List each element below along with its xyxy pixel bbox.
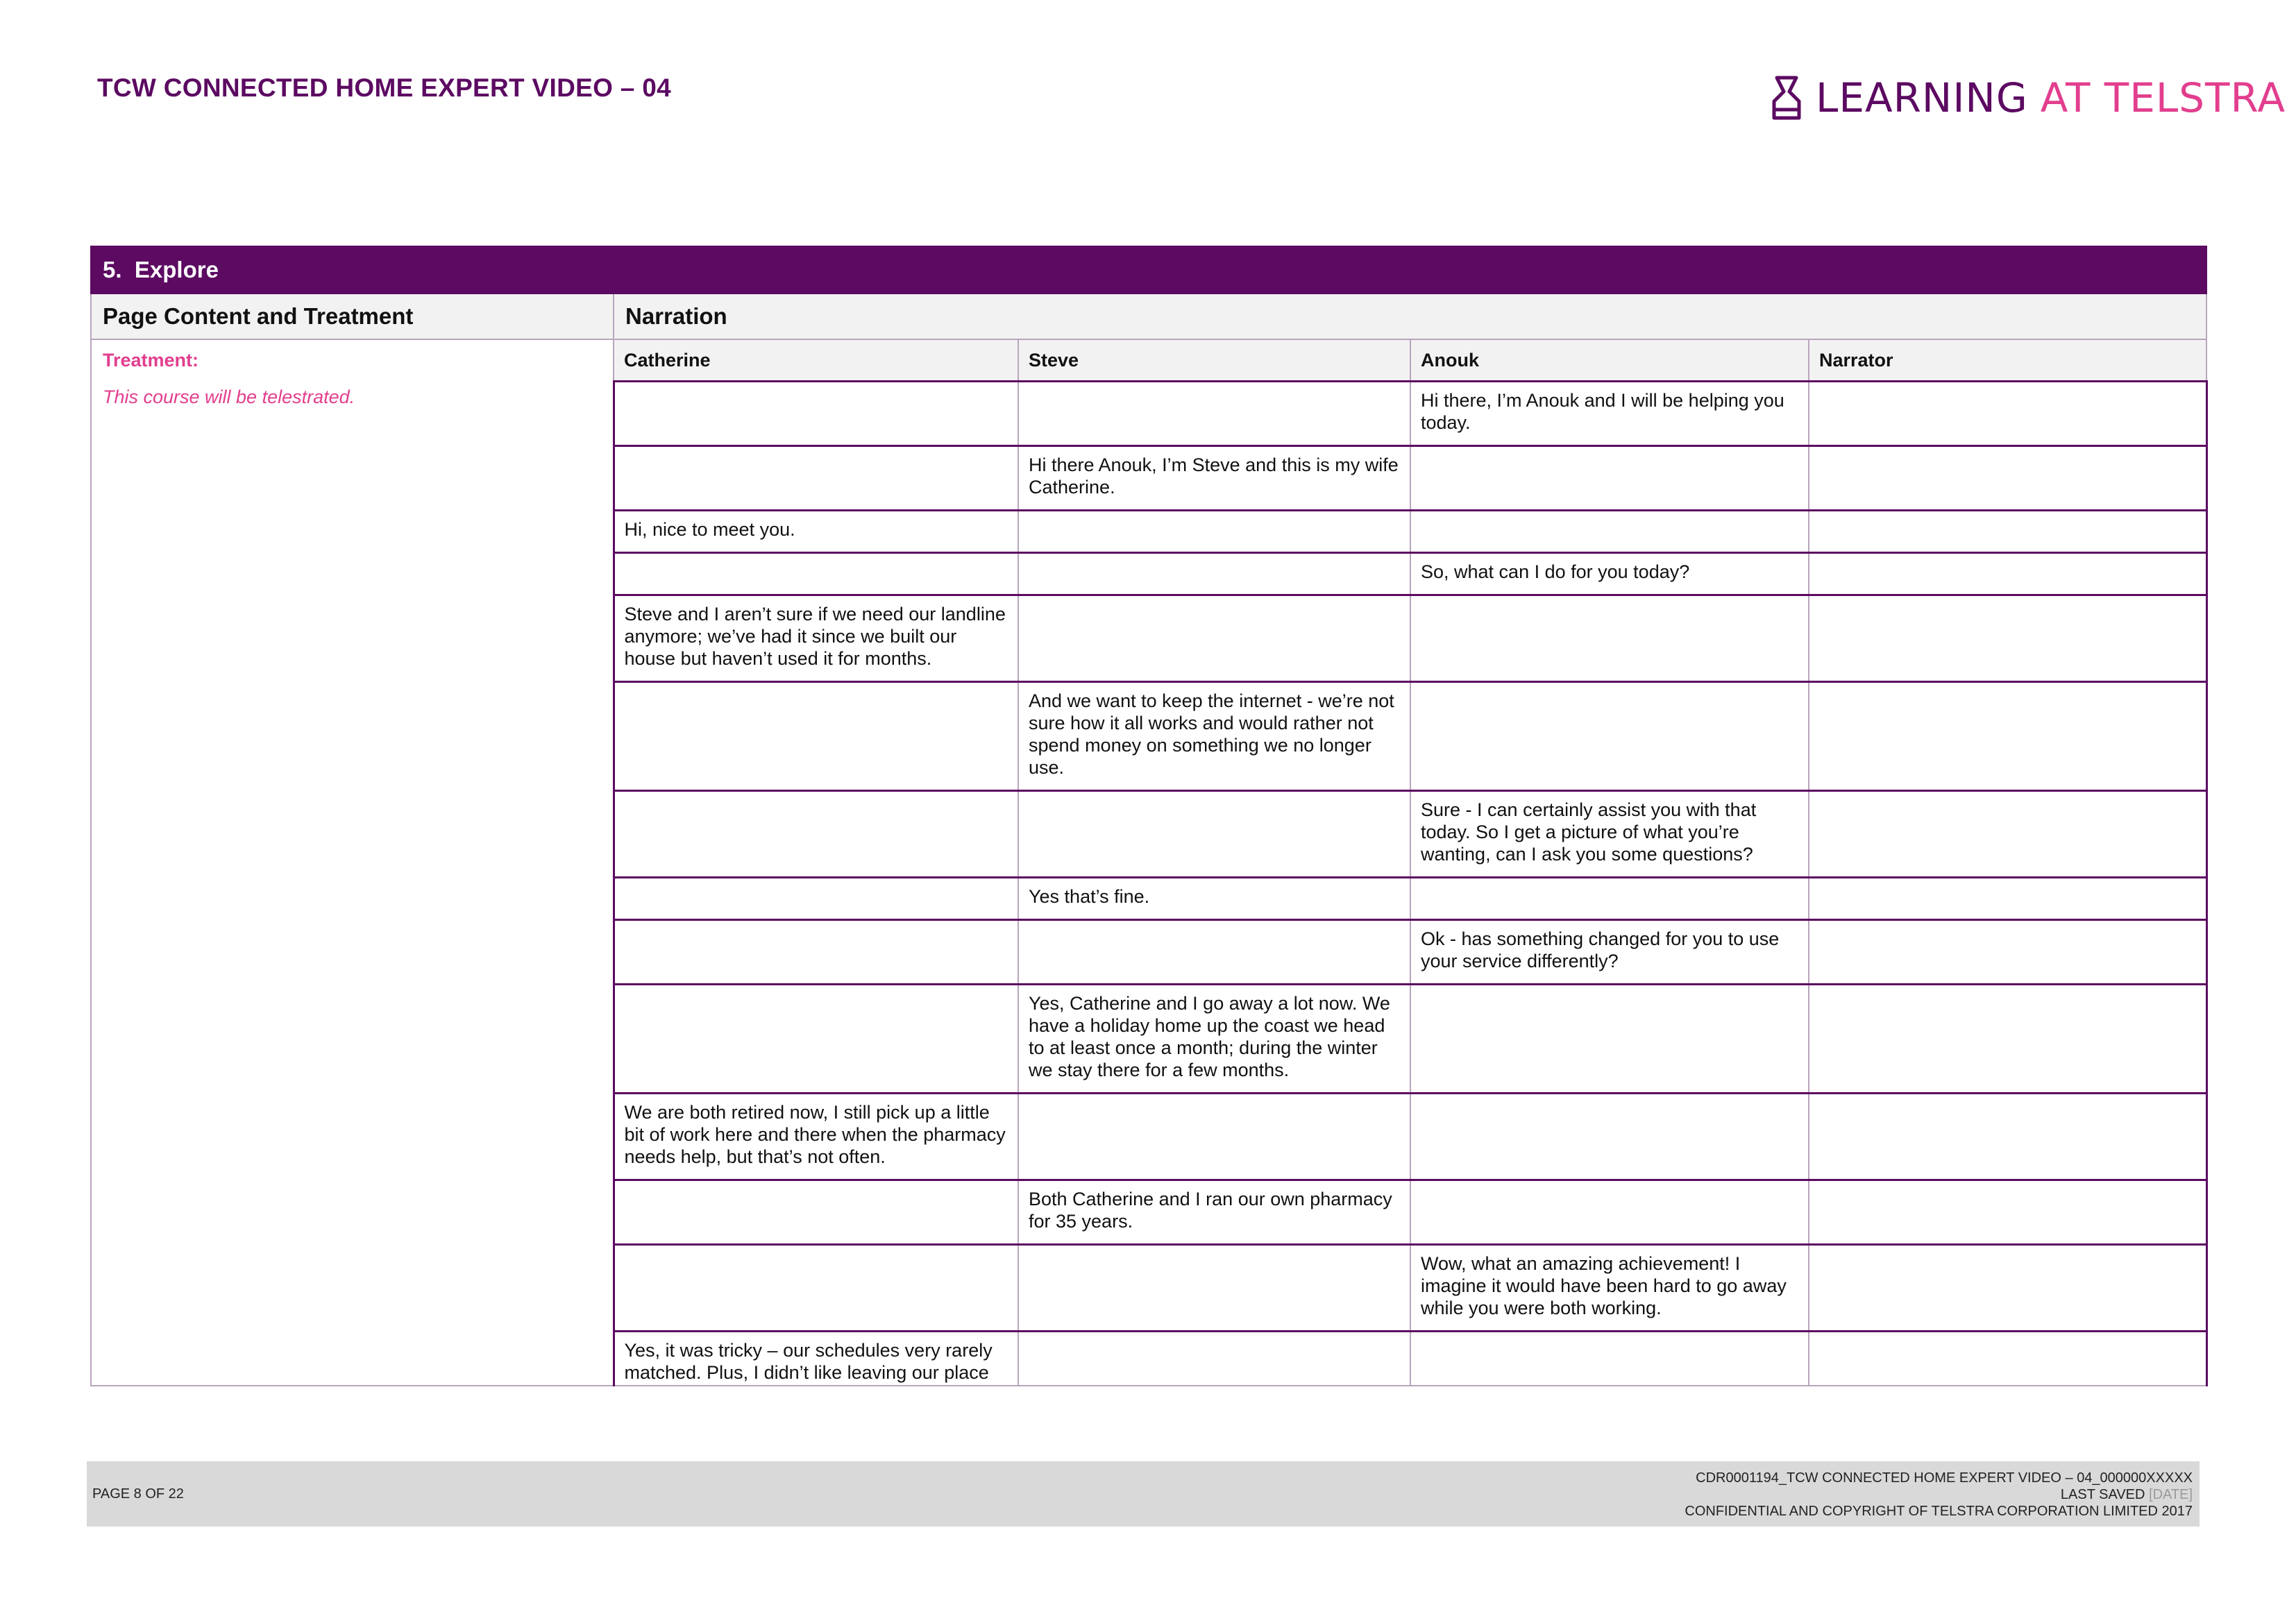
catherine-line (614, 1245, 1018, 1332)
page-footer (87, 1461, 2200, 1527)
narrator-line (1809, 446, 2206, 511)
catherine-line (614, 446, 1018, 511)
steve-line: Hi there Anouk, I’m Steve and this is my wife Catherine. (1018, 446, 1410, 511)
anouk-line (1410, 446, 1809, 511)
steve-line (1018, 1245, 1410, 1332)
logo-text-at-telstra: AT TELSTRA (2040, 74, 2286, 121)
speaker-header-steve: Steve (1018, 339, 1410, 382)
catherine-line: Hi, nice to meet you. (614, 511, 1018, 553)
narrator-line (1809, 682, 2206, 791)
column-header-row (91, 294, 2206, 339)
treatment-note: This course will be telestrated. (103, 386, 355, 407)
treatment-cell (91, 339, 614, 1386)
catherine-line: Steve and I aren’t sure if we need our landline anymore; we’ve had it since we built our house but haven’t used it for months. (614, 595, 1018, 682)
narrator-line (1809, 1094, 2206, 1180)
steve-line: Yes that’s fine. (1018, 878, 1410, 920)
document-title: TCW CONNECTED HOME EXPERT VIDEO – 04 (97, 74, 671, 102)
narrator-line (1809, 553, 2206, 595)
section-title: Explore (134, 257, 219, 282)
steve-line (1018, 1094, 1410, 1180)
narrator-line (1809, 1245, 2206, 1332)
column-header-narration: Narration (614, 294, 2206, 339)
narrator-line (1809, 382, 2206, 446)
speaker-header-row (91, 339, 2206, 382)
column-header-page-content: Page Content and Treatment (91, 294, 614, 339)
steve-line (1018, 595, 1410, 682)
catherine-line (614, 985, 1018, 1094)
steve-line (1018, 553, 1410, 595)
telstra-figure-icon (1769, 74, 1805, 122)
steve-line: And we want to keep the internet - we’re not sure how it all works and would rather not spend money on something we no longer use. (1018, 682, 1410, 791)
anouk-line (1410, 1180, 1809, 1245)
narrator-line (1809, 878, 2206, 920)
anouk-line: Wow, what an amazing achievement! I imagine it would have been hard to go away while you were both working. (1410, 1245, 1809, 1332)
last-saved (1685, 1486, 2193, 1503)
catherine-line: We are both retired now, I still pick up a little bit of work here and there when the pharmacy needs help, but that’s not often. (614, 1094, 1018, 1180)
anouk-line: Ok - has something changed for you to use your service differently? (1410, 920, 1809, 985)
narrator-line (1809, 1332, 2206, 1386)
page-number: PAGE 8 OF 22 (92, 1486, 184, 1502)
footer-info (1685, 1470, 2193, 1520)
steve-line (1018, 1332, 1410, 1386)
anouk-line (1410, 878, 1809, 920)
document-id: CDR0001194_TCW CONNECTED HOME EXPERT VIDEO – 04_000000XXXXX (1696, 1470, 2193, 1486)
narrator-line (1809, 985, 2206, 1094)
last-saved-label: LAST SAVED (2060, 1487, 2145, 1502)
logo-text-learning: LEARNING (1816, 74, 2028, 121)
anouk-line (1410, 1332, 1809, 1386)
treatment-label: Treatment: (103, 350, 199, 371)
catherine-line (614, 553, 1018, 595)
section-number: 5. (103, 257, 122, 282)
anouk-line (1410, 985, 1809, 1094)
catherine-line (614, 791, 1018, 878)
catherine-line-cell (614, 1332, 1018, 1386)
catherine-line: Yes, it was tricky – our schedules very rarely matched. Plus, I didn’t like leaving our place (624, 1340, 993, 1383)
narrator-line (1809, 511, 2206, 553)
anouk-line: Sure - I can certainly assist you with that today. So I get a picture of what you’re wanting, can I ask you some questions? (1410, 791, 1809, 878)
catherine-line (614, 382, 1018, 446)
copyright-notice: CONFIDENTIAL AND COPYRIGHT OF TELSTRA CORPORATION LIMITED 2017 (1685, 1504, 2193, 1519)
steve-line (1018, 920, 1410, 985)
steve-line: Yes, Catherine and I go away a lot now. We have a holiday home up the coast we head to at least once a month; during the winter we stay there for a few months. (1018, 985, 1410, 1094)
anouk-line: So, what can I do for you today? (1410, 553, 1809, 595)
catherine-line (614, 682, 1018, 791)
anouk-line (1410, 682, 1809, 791)
steve-line (1018, 382, 1410, 446)
section-header (91, 246, 2206, 294)
speaker-header-anouk: Anouk (1410, 339, 1809, 382)
anouk-line (1410, 595, 1809, 682)
narrator-line (1809, 920, 2206, 985)
anouk-line (1410, 1094, 1809, 1180)
learning-at-telstra-logo (1769, 72, 2286, 124)
catherine-line (614, 1180, 1018, 1245)
narrator-line (1809, 595, 2206, 682)
steve-line: Both Catherine and I ran our own pharmacy for 35 years. (1018, 1180, 1410, 1245)
steve-line (1018, 511, 1410, 553)
catherine-line (614, 878, 1018, 920)
catherine-line (614, 920, 1018, 985)
script-table (90, 246, 2206, 1386)
speaker-header-narrator: Narrator (1809, 339, 2206, 382)
anouk-line: Hi there, I’m Anouk and I will be helping you today. (1410, 382, 1809, 446)
last-saved-date: [DATE] (2149, 1487, 2193, 1502)
speaker-header-catherine: Catherine (614, 339, 1018, 382)
narrator-line (1809, 1180, 2206, 1245)
anouk-line (1410, 511, 1809, 553)
steve-line (1018, 791, 1410, 878)
narrator-line (1809, 791, 2206, 878)
